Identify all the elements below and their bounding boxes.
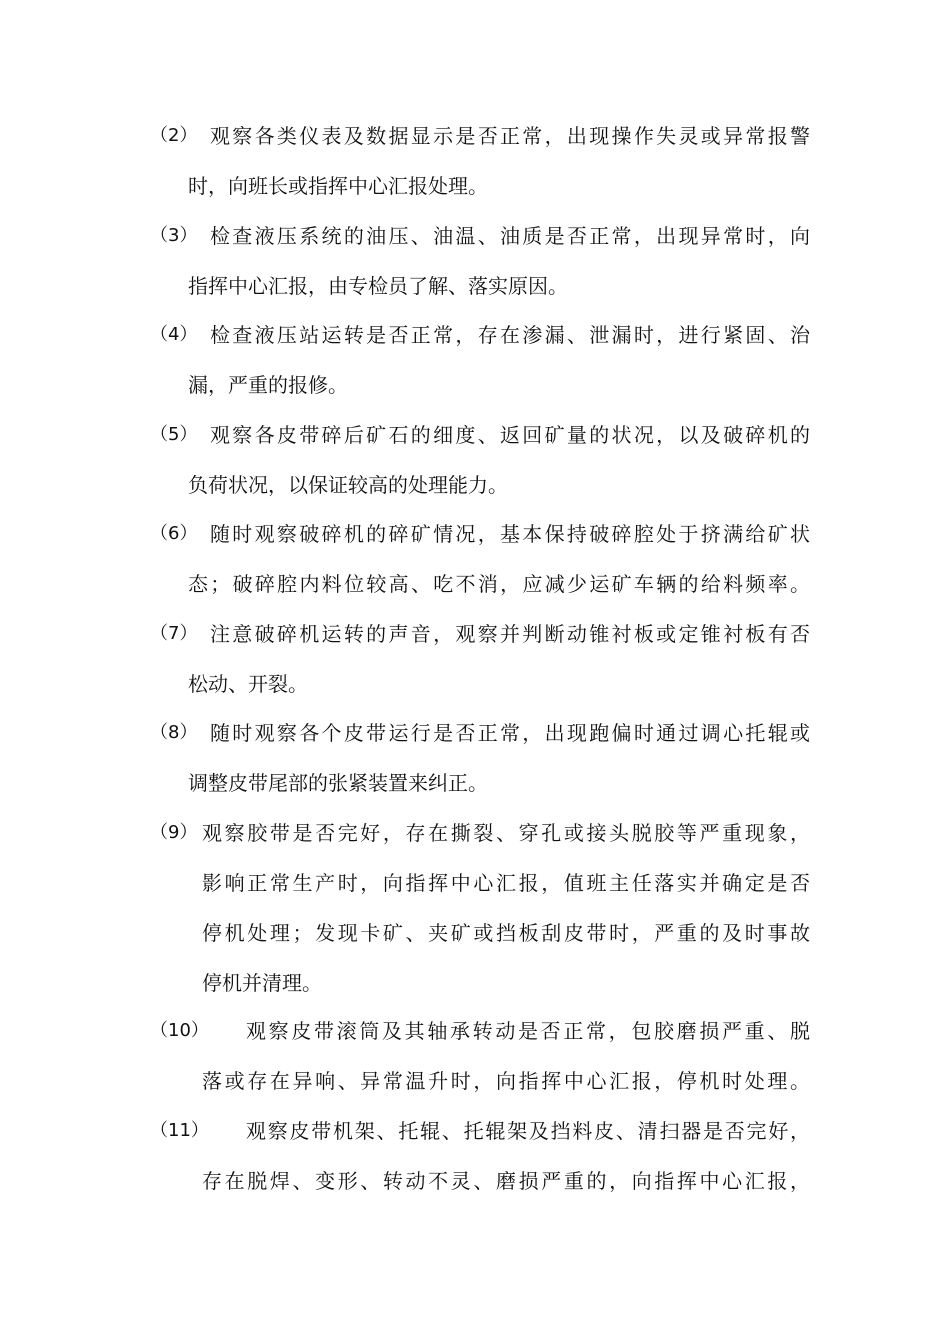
item-text-line: 注意破碎机运转的声音，观察并判断动锥衬板或定锥衬板有否 <box>210 622 810 646</box>
item-number: （7） <box>150 623 198 644</box>
list-item <box>150 1006 810 1106</box>
list-item <box>150 211 810 311</box>
item-text-line: 观察各类仪表及数据显示是否正常，出现操作失灵或异常报警 <box>210 124 810 148</box>
item-text-line: 观察各皮带碎后矿石的细度、返回矿量的状况，以及破碎机的 <box>210 423 810 447</box>
item-number: （3） <box>150 225 198 246</box>
item-number: （10） <box>150 1020 209 1041</box>
item-number: （9） <box>150 822 198 843</box>
item-number: （8） <box>150 722 198 743</box>
item-text-line: 指挥中心汇报，由专检员了解、落实原因。 <box>188 274 568 298</box>
item-text-line: 观察皮带机架、托辊、托辊架及挡料皮、清扫器是否完好， <box>246 1119 810 1143</box>
item-text-line: 态；破碎腔内料位较高、吃不消，应减少运矿车辆的给料频率。 <box>188 572 810 596</box>
item-number: （4） <box>150 324 198 345</box>
list-item <box>150 708 810 808</box>
item-text-line: 负荷状况，以保证较高的处理能力。 <box>188 473 508 497</box>
list-item <box>150 410 810 510</box>
item-text-line: 影响正常生产时，向指挥中心汇报，值班主任落实并确定是否 <box>202 871 810 895</box>
item-text-line: 停机并清理。 <box>202 971 322 995</box>
item-text-line: 漏，严重的报修。 <box>188 373 348 397</box>
item-text-line: 检查液压系统的油压、油温、油质是否正常，出现异常时，向 <box>210 224 810 248</box>
item-text-line: 落或存在异响、异常温升时，向指挥中心汇报，停机时处理。 <box>202 1069 810 1093</box>
item-text-line: 随时观察各个皮带运行是否正常，出现跑偏时通过调心托辊或 <box>210 721 810 745</box>
item-number: （5） <box>150 424 198 445</box>
item-number: （11） <box>150 1120 209 1141</box>
item-text-line: 调整皮带尾部的张紧装置来纠正。 <box>188 771 488 795</box>
list-item <box>150 509 810 609</box>
item-text-line: 观察皮带滚筒及其轴承转动是否正常，包胶磨损严重、脱 <box>246 1019 810 1043</box>
item-text-line: 停机处理；发现卡矿、夹矿或挡板刮皮带时，严重的及时事故 <box>202 921 810 945</box>
list-item <box>150 111 810 211</box>
list-item <box>150 310 810 410</box>
item-text-line: 检查液压站运转是否正常，存在渗漏、泄漏时，进行紧固、治 <box>210 323 810 347</box>
item-text-line: 时，向班长或指挥中心汇报处理。 <box>188 174 488 198</box>
list-item <box>150 1106 810 1206</box>
item-text-line: 随时观察破碎机的碎矿情况，基本保持破碎腔处于挤满给矿状 <box>210 522 810 546</box>
list-item <box>150 808 810 1008</box>
list-item <box>150 609 810 709</box>
item-number: （2） <box>150 125 198 146</box>
item-text-line: 松动、开裂。 <box>188 672 308 696</box>
item-number: （6） <box>150 523 198 544</box>
item-text-line: 观察胶带是否完好，存在撕裂、穿孔或接头脱胶等严重现象， <box>202 821 810 845</box>
item-text-line: 存在脱焊、变形、转动不灵、磨损严重的，向指挥中心汇报， <box>202 1169 810 1193</box>
